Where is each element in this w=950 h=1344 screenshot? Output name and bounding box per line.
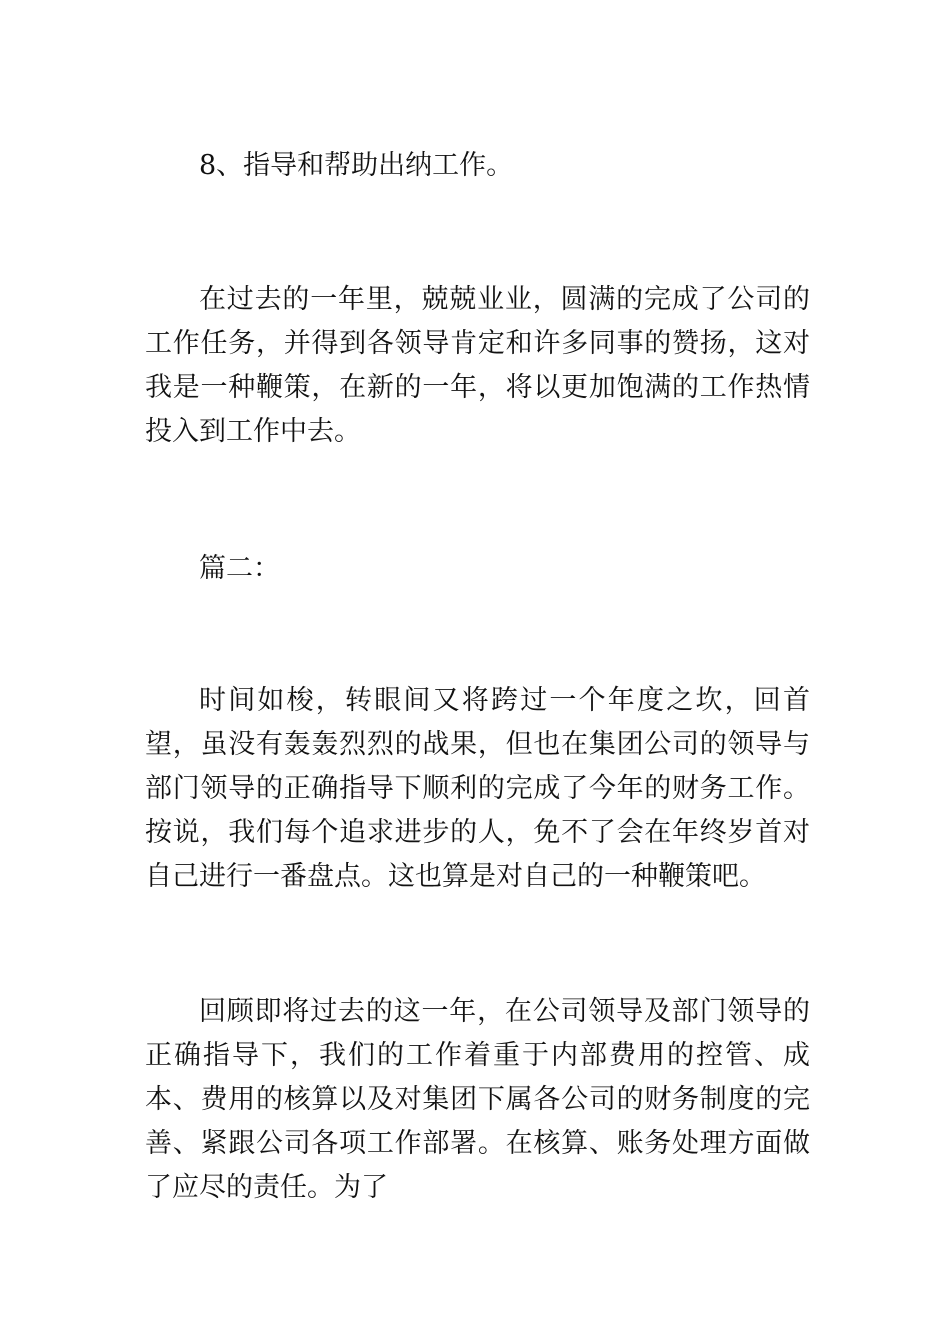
paragraph-review: 回顾即将过去的这一年，在公司领导及部门领导的正确指导下，我们的工作着重于内部费用的控管、成本、费用的核算以及对集团下属各公司的财务制度的完善、紧跟公司各项工作部署。在核算、账务处理方面做了应尽的责任。为了 — [145, 996, 810, 1203]
paragraph-intro: 时间如梭，转眼间又将跨过一个年度之坎，回首望，虽没有轰轰烈烈的战果，但也在集团公司的领导与部门领导的正确指导下顺利的完成了今年的财务工作。按说，我们每个追求进步的人，免不了会在年终岁首对自己进行一番盘点。这也算是对自己的一种鞭策吧。 — [145, 685, 810, 892]
paragraph-summary: 在过去的一年里，兢兢业业，圆满的完成了公司的工作任务，并得到各领导肯定和许多同事的赞扬，这对我是一种鞭策，在新的一年，将以更加饱满的工作热情投入到工作中去。 — [145, 284, 810, 447]
section-heading: 篇二： — [199, 553, 280, 584]
paragraph-item-8: 8、指导和帮助出纳工作。 — [199, 150, 514, 181]
